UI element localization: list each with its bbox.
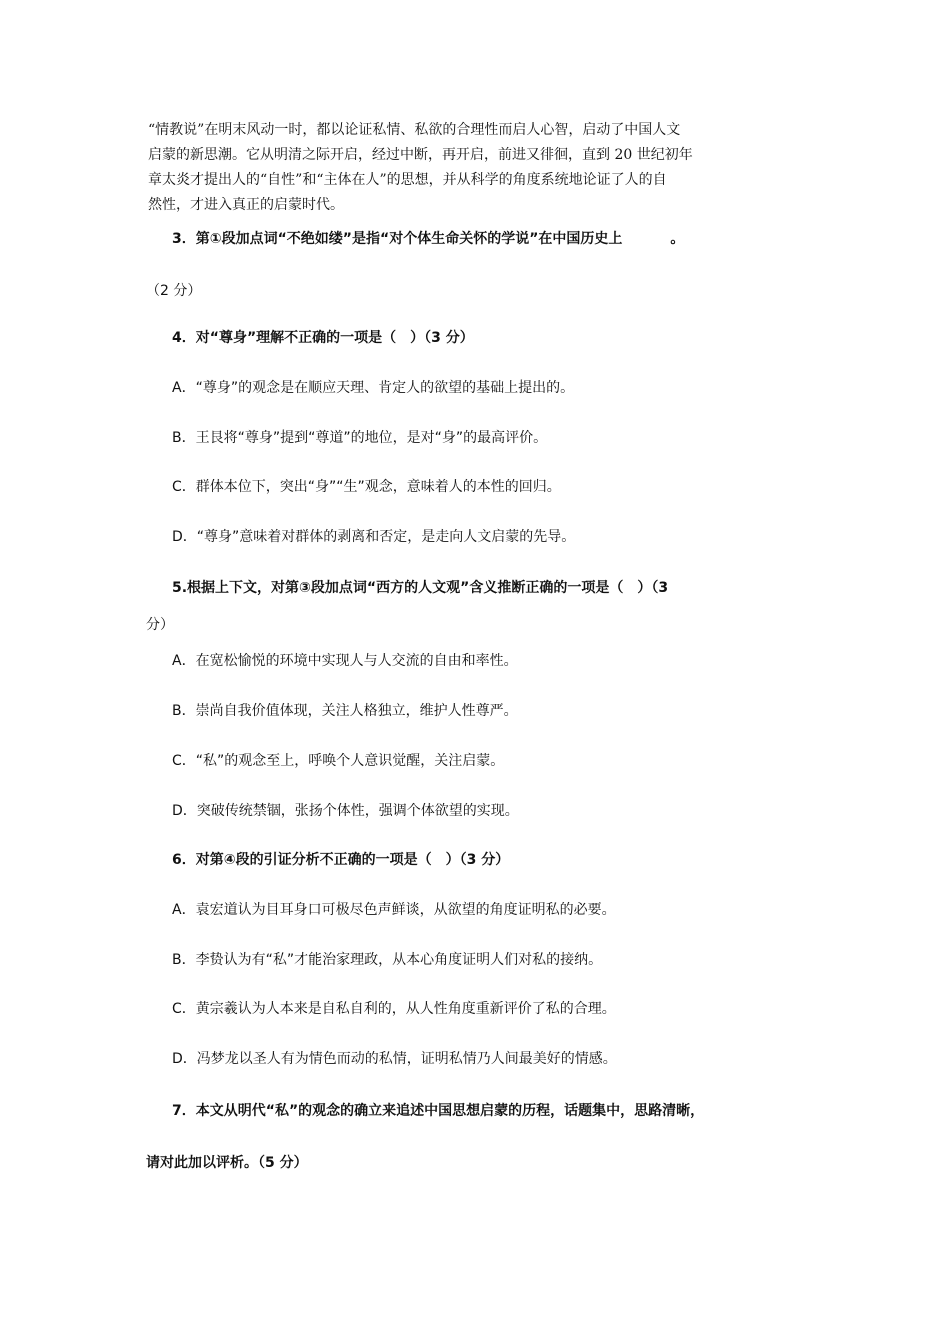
question-5-option-d: D．突破传统禁锢，张扬个体性，强调个体欲望的实现。 xyxy=(172,803,519,819)
question-5-stem: 5.根据上下文，对第③段加点词“西方的人文观”含义推断正确的一项是（ ）（3 xyxy=(172,580,669,596)
question-3 xyxy=(172,228,684,250)
question-4-stem: 4．对“尊身”理解不正确的一项是（ ）（3 分） xyxy=(172,330,474,346)
question-4-option-a: A．“尊身”的观念是在顺应天理、肯定人的欲望的基础上提出的。 xyxy=(172,380,575,396)
question-4-option-b: B．王艮将“尊身”提到“尊道”的地位，是对“身”的最高评价。 xyxy=(172,430,548,446)
intro-line: “情教说”在明末风动一时，都以论证私情、私欲的合理性而启人心智，启动了中国人文 xyxy=(148,122,681,138)
question-6-option-a: A．袁宏道认为目耳身口可极尽色声鲜谈，从欲望的角度证明私的必要。 xyxy=(172,902,616,918)
question-6-option-b: B．李贽认为有“私”才能治家理政，从本心角度证明人们对私的接纳。 xyxy=(172,952,603,968)
question-3-end: 。 xyxy=(670,231,685,247)
intro-line: 启蒙的新思潮。它从明清之际开启，经过中断，再开启，前进又徘徊，直到 20 世纪初年 xyxy=(148,147,693,163)
question-3-score: （2 分） xyxy=(146,283,202,299)
question-6-option-d: D．冯梦龙以圣人有为情色而动的私情，证明私情乃人间最美好的情感。 xyxy=(172,1051,617,1067)
question-6-stem: 6．对第④段的引证分析不正确的一项是（ ）（3 分） xyxy=(172,852,510,868)
question-7-stem-continued: 请对此加以评析。（5 分） xyxy=(146,1155,308,1171)
question-4-option-c: C．群体本位下，突出“身”“生”观念，意味着人的本性的回归。 xyxy=(172,479,561,495)
question-3-text: 3．第①段加点词“不绝如缕”是指“对个体生命关怀的学说”在中国历史上 xyxy=(172,231,623,247)
question-5-stem-continued: 分） xyxy=(146,617,174,633)
question-6-option-c: C．黄宗羲认为人本来是自私自利的，从人性角度重新评价了私的合理。 xyxy=(172,1001,616,1017)
intro-line: 然性，才进入真正的启蒙时代。 xyxy=(148,197,344,213)
intro-line: 章太炎才提出人的“自性”和“主体在人”的思想，并从科学的角度系统地论证了人的自 xyxy=(148,172,667,188)
question-4-option-d: D．“尊身”意味着对群体的剥离和否定，是走向人文启蒙的先导。 xyxy=(172,529,576,545)
question-5-option-b: B．崇尚自我价值体现，关注人格独立，维护人性尊严。 xyxy=(172,703,518,719)
question-5-option-a: A．在宽松愉悦的环境中实现人与人交流的自由和率性。 xyxy=(172,653,518,669)
question-7-stem: 7．本文从明代“私”的观念的确立来追述中国思想启蒙的历程，话题集中，思路清晰， xyxy=(172,1103,705,1119)
question-5-option-c: C．“私”的观念至上，呼唤个人意识觉醒，关注启蒙。 xyxy=(172,753,505,769)
intro-paragraph xyxy=(148,118,813,218)
